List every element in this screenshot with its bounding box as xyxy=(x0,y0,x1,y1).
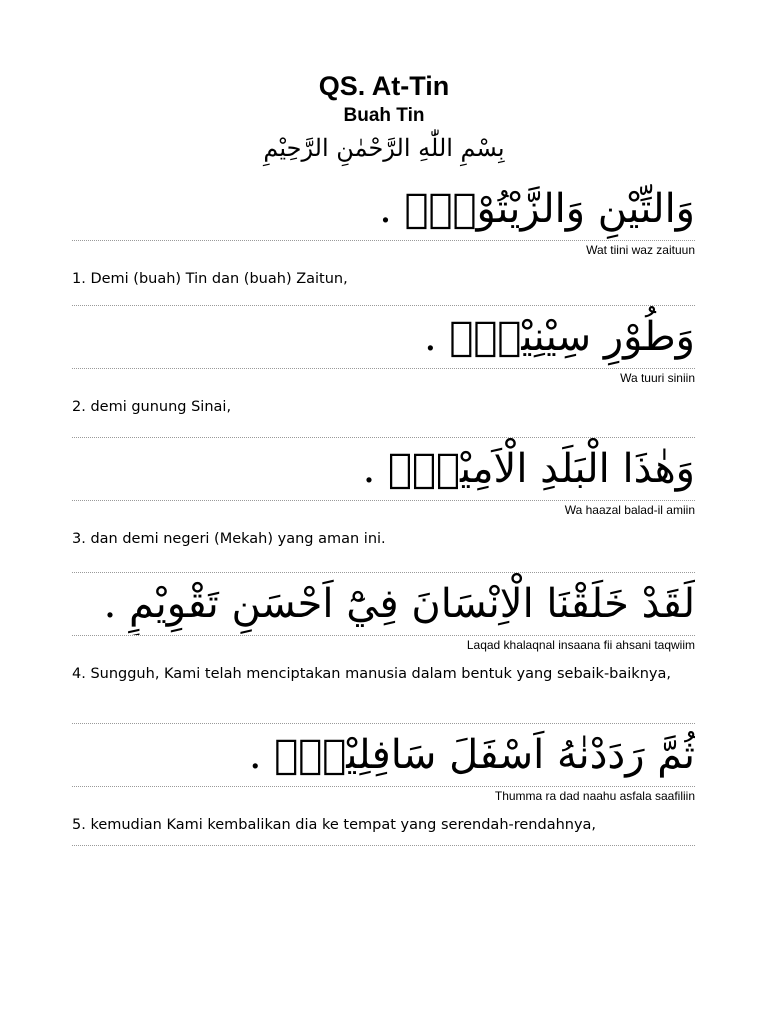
verse-translation: 1. Demi (buah) Tin dan (buah) Zaitun, xyxy=(72,271,348,287)
verse-transliteration: Laqad khalaqnal insaana fii ahsani taqwiim xyxy=(466,638,695,652)
verse-1 xyxy=(72,178,695,290)
basmala: بِسْمِ اللّٰهِ الرَّحْمٰنِ الرَّحِيْمِ xyxy=(263,134,505,162)
divider xyxy=(72,845,695,846)
page-title: QS. At-Tin xyxy=(318,71,450,101)
divider xyxy=(72,500,695,501)
verse-3 xyxy=(72,437,695,550)
divider xyxy=(72,635,695,636)
verse-4 xyxy=(72,572,695,685)
verse-transliteration: Wa haazal balad-il amiin xyxy=(564,503,695,517)
verse-2 xyxy=(72,305,695,418)
verse-translation: 4. Sungguh, Kami telah menciptakan manusia dalam bentuk yang sebaik-baiknya, xyxy=(72,666,671,682)
verse-translation: 3. dan demi negeri (Mekah) yang aman ini. xyxy=(72,531,386,547)
verse-transliteration: Wat tiini waz zaituun xyxy=(586,243,695,257)
verse-arabic: لَقَدْ خَلَقْنَا الْاِنْسَانَ فِيْٓ اَحْسَنِ تَقْوِيْمٍ . xyxy=(103,581,695,627)
verse-arabic: وَهٰذَا الْبَلَدِ الْاَمِيْنِۙ . xyxy=(362,446,695,492)
page-subtitle: Buah Tin xyxy=(343,105,425,126)
verse-arabic: وَطُوْرِ سِيْنِيْنَۙ . xyxy=(423,314,695,360)
verse-5 xyxy=(72,723,695,846)
divider xyxy=(72,368,695,369)
divider xyxy=(72,786,695,787)
verse-transliteration: Wa tuuri siniin xyxy=(620,371,695,385)
divider xyxy=(72,240,695,241)
verse-arabic: وَالتِّيْنِ وَالزَّيْتُوْنِۙ . xyxy=(379,186,695,232)
verse-transliteration: Thumma ra dad naahu asfala saafiliin xyxy=(494,789,695,803)
verse-arabic: ثُمَّ رَدَدْنٰهُ اَسْفَلَ سَافِلِيْنَۙ . xyxy=(248,732,695,778)
verse-translation: 2. demi gunung Sinai, xyxy=(72,399,232,415)
verse-translation: 5. kemudian Kami kembalikan dia ke tempat yang serendah-rendahnya, xyxy=(72,817,597,833)
